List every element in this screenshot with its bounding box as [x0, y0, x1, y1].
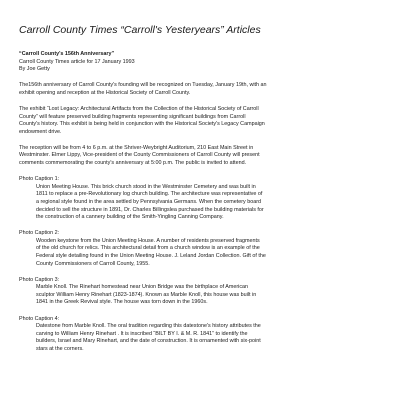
caption-line: stars at the corners.	[36, 345, 84, 352]
paragraph-1	[19, 82, 389, 97]
caption-line: Federal style detailing found in the Union Meeting House. J. Leland Jordan Collection. Gift of the	[36, 252, 266, 259]
caption-line: sculptor William Henry Rinehart (1823-1874). Known as Marble Knoll, this house was built in	[36, 291, 257, 298]
article-source: Carroll County Times article for 17 January 1993	[19, 58, 135, 65]
page-heading: Carroll County Times “Carroll's Yesteryears” Articles	[19, 24, 261, 36]
article-header	[19, 51, 389, 74]
caption-line: Marble Knoll. The Rinehart homestead near Union Bridge was the birthplace of American	[36, 284, 249, 291]
caption-line: builders, Israel and Mary Rinehart, and the date of construction. It is ornamented with six-point	[36, 338, 261, 345]
article-body	[19, 51, 389, 354]
paragraph-line: County” will feature preserved building fragments representing significant buildings from Carroll	[19, 113, 246, 120]
caption-label: Photo Caption 1:	[19, 176, 60, 183]
caption-line: 1811 to replace a pre-Revolutionary log church building. The architecture was representative of	[36, 191, 263, 198]
caption-label: Photo Caption 4:	[19, 315, 60, 322]
paragraph-2	[19, 106, 389, 136]
caption-line: of the old church for relics. This architectural detail from a church window is an example of the	[36, 245, 260, 252]
paragraph-line: County's history. This exhibit is being held in conjunction with the Historical Society's Legacy Campaign	[19, 121, 265, 128]
caption-label: Photo Caption 3:	[19, 276, 60, 283]
paragraph-line: endowment drive.	[19, 128, 62, 135]
paragraph-line: Westminster. Elmer Lippy, Vice-president of the County Commissioners of Carroll County will present	[19, 152, 260, 159]
caption-line: decided to sell the structure in 1891, Dr. Charles Billingslea purchased the building materials for	[36, 206, 264, 213]
caption-line: Datestone from Marble Knoll. The oral tradition regarding this datestone's history attributes the	[36, 323, 261, 330]
photo-caption-3	[19, 277, 389, 307]
caption-line: Union Meeting House. This brick church stood in the Westminster Cemetery and was built in	[36, 183, 256, 190]
paragraph-line: comments commemorating the county's anniversary at 5:00 p.m. The public is invited to attend.	[19, 160, 247, 167]
paragraph-3	[19, 145, 389, 168]
photo-caption-4	[19, 316, 389, 354]
article-byline: By Joe Getty	[19, 66, 50, 73]
caption-line: 1841 in the Greek Revival style. The house was torn down in the 1960s.	[36, 299, 208, 306]
paragraph-line: The156th anniversary of Carroll County's founding will be recognized on Tuesday, January 19th, with an	[19, 82, 267, 89]
caption-line: Wooden keystone from the Union Meeting House. A number of residents preserved fragments	[36, 237, 260, 244]
article-title: “Carroll County's 156th Anniversary”	[19, 51, 115, 57]
photo-caption-1	[19, 176, 389, 222]
paragraph-line: The reception will be from 4 to 6 p.m. at the Shriver-Weybright Auditorium, 210 East Main Street in	[19, 144, 254, 151]
caption-label: Photo Caption 2:	[19, 230, 60, 237]
paragraph-line: exhibit opening and reception at the Historical Society of Carroll County.	[19, 89, 191, 96]
caption-line: carving to William Henry Rinehart . It is inscribed “BILT BY I. & M. R. 1841” to identify the	[36, 330, 248, 337]
photo-caption-2	[19, 230, 389, 268]
caption-line: the construction of a cannery building of the Smith-Yingling Canning Company.	[36, 214, 224, 221]
caption-line: a regional style found in the area settled by Pennsylvania Germans. When the cemetery board	[36, 198, 262, 205]
paragraph-line: The exhibit “Lost Legacy: Architectural Artifacts from the Collection of the Historical Society of Carroll	[19, 105, 259, 112]
caption-line: County Commissioners of Carroll County, 1955.	[36, 260, 150, 267]
